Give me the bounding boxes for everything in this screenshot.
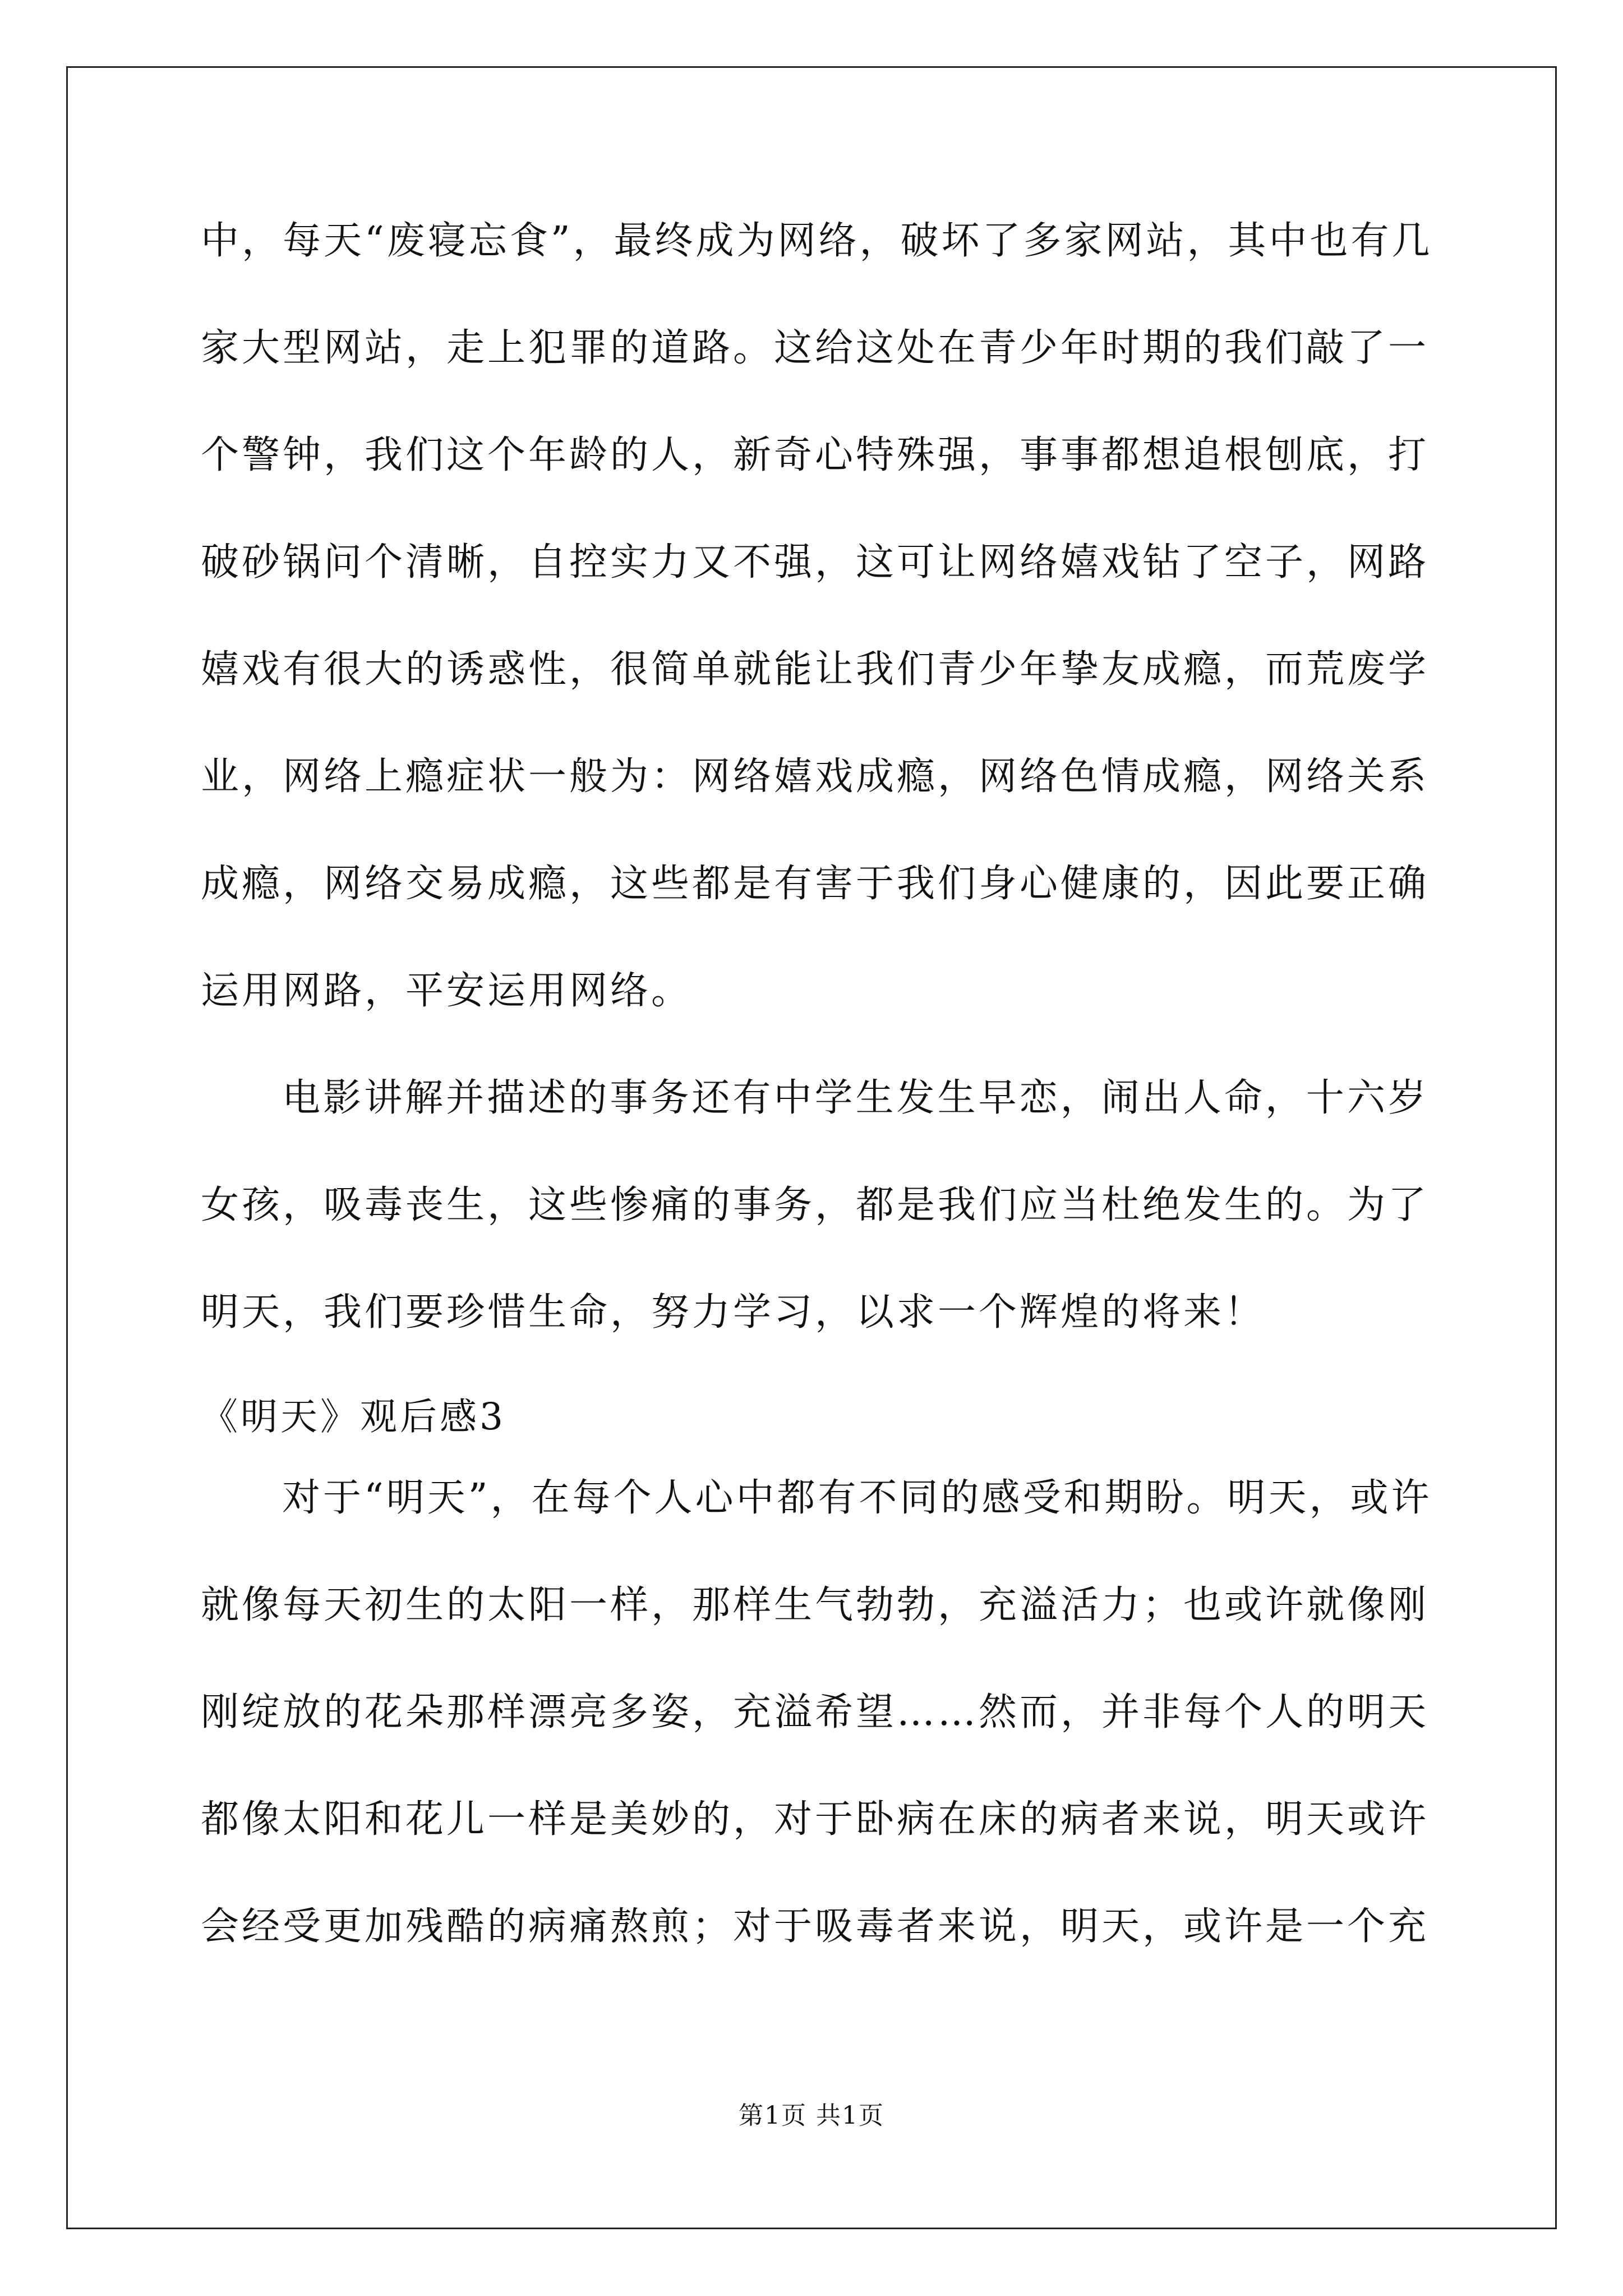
paragraph-first-line: 电影讲解并描述的事务还有中学生发生早恋，闹出人命，十六岁 <box>282 1076 1429 1120</box>
body-line: 成瘾，网络交易成瘾，这些都是有害于我们身心健康的，因此要正确 <box>201 862 1430 906</box>
paragraph-first-line: 对于“明天”，在每个人心中都有不同的感受和期盼。明天，或许 <box>282 1476 1432 1520</box>
page-footer: 第1页 共1页 <box>739 2101 884 2130</box>
body-line: 中，每天“废寝忘食”，最终成为网络，破坏了多家网站，其中也有几 <box>201 219 1433 263</box>
body-line: 明天，我们要珍惜生命，努力学习，以求一个辉煌的将来！ <box>201 1290 1266 1335</box>
body-line: 业，网络上瘾症状一般为：网络嬉戏成瘾，网络色情成瘾，网络关系 <box>201 754 1430 799</box>
body-line: 都像太阳和花儿一样是美妙的，对于卧病在床的病者来说，明天或许 <box>201 1797 1430 1842</box>
body-line: 女孩，吸毒丧生，这些惨痛的事务，都是我们应当杜绝发生的。为了 <box>201 1183 1430 1227</box>
body-line: 家大型网站，走上犯罪的道路。这给这处在青少年时期的我们敲了一 <box>201 326 1430 370</box>
document-body <box>201 208 1433 2000</box>
body-line: 嬉戏有很大的诱惑性，很简单就能让我们青少年挚友成瘾，而荒废学 <box>201 647 1430 692</box>
body-line: 就像每天初生的太阳一样，那样生气勃勃，充溢活力；也或许就像刚 <box>201 1583 1430 1627</box>
section-heading: 《明天》观后感3 <box>201 1395 506 1438</box>
body-line: 会经受更加残酷的病痛熬煎；对于吸毒者来说，明天，或许是一个充 <box>201 1904 1430 1949</box>
body-line: 运用网路，平安运用网络。 <box>201 969 693 1013</box>
body-line: 个警钟，我们这个年龄的人，新奇心特殊强，事事都想追根刨底，打 <box>201 433 1430 477</box>
body-line: 刚绽放的花朵那样漂亮多姿，充溢希望……然而，并非每个人的明天 <box>201 1690 1430 1734</box>
body-line: 破砂锅问个清晰，自控实力又不强，这可让网络嬉戏钻了空子，网路 <box>201 540 1430 585</box>
